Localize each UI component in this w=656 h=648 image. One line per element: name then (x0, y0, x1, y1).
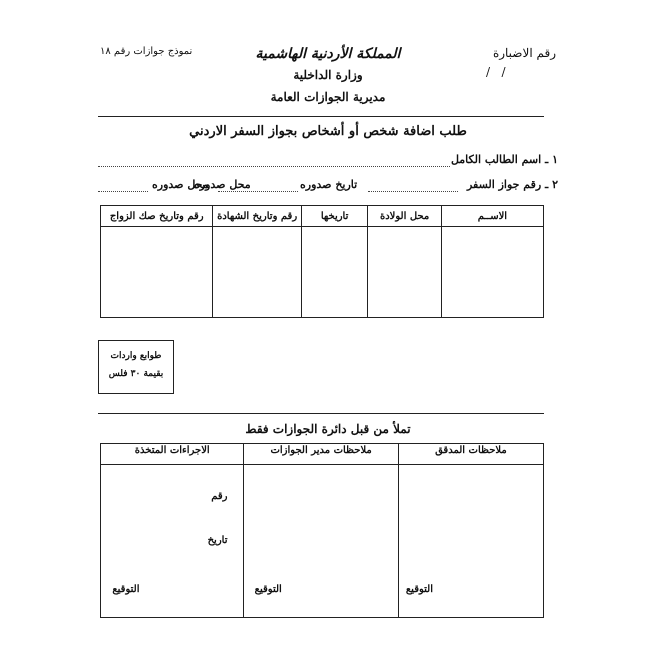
actions-date-label: تاريخ (207, 535, 228, 546)
file-date-slashes: / / (486, 65, 506, 79)
auditor-notes-cell[interactable] (398, 465, 543, 618)
col-marriage-deed: رقم وتاريخ صك الزواج (101, 206, 213, 227)
kingdom-title: المملكة الأردنية الهاشمية (255, 46, 401, 62)
col-birth-date: تاريخها (301, 206, 368, 227)
col-birth-place: محل الولادة (368, 206, 441, 227)
cell-birth-date[interactable] (301, 227, 368, 318)
col-actions-taken: الاجراءات المتخذة (101, 444, 244, 465)
office-section-title: تملأ من قبل دائرة الجوازات فقط (245, 422, 411, 436)
persons-table-row[interactable] (101, 227, 544, 318)
form-title: طلب اضافة شخص أو أشخاص بجواز السفر الاردني (189, 124, 467, 139)
persons-table (100, 205, 544, 318)
col-certificate: رقم وتاريخ الشهادة (213, 206, 301, 227)
cell-birth-place[interactable] (368, 227, 441, 318)
revenue-stamps-box (98, 340, 174, 394)
applicant-name-label: ١ ـ اسم الطالب الكامل (450, 153, 558, 166)
stamps-line-1: طوابع واردات (110, 351, 162, 361)
auditor-signature-label: التوقيع (405, 584, 433, 595)
cell-certificate[interactable] (213, 227, 301, 318)
cell-name[interactable] (441, 227, 543, 318)
file-number-label: رقم الاضبارة (492, 46, 556, 60)
issue-place-line[interactable] (98, 191, 148, 192)
director-notes-cell[interactable] (244, 465, 398, 618)
directorate-name: مديرية الجوازات العامة (270, 90, 386, 104)
col-director-notes: ملاحظات مدير الجوازات (244, 444, 398, 465)
form-number: نموذج جوازات رقم ١٨ (100, 46, 193, 57)
issue-place-label-2: محل صدوره (152, 178, 209, 191)
issue-place-label: محل صدوره (194, 178, 251, 191)
header-divider (98, 116, 544, 117)
col-name: الاســم (441, 206, 543, 227)
issue-date-line[interactable] (218, 191, 298, 192)
issue-date-label: تاريخ صدوره (300, 178, 358, 191)
cell-marriage-deed[interactable] (101, 227, 213, 318)
col-auditor-notes: ملاحظات المدقق (398, 444, 543, 465)
ministry-name: وزارة الداخلية (293, 68, 363, 82)
office-table (100, 443, 544, 618)
passport-number-label: ٢ ـ رقم جواز السفر (466, 178, 558, 191)
office-table-header (101, 444, 544, 465)
stamps-line-2: بقيمة ٣٠ فلس (108, 369, 164, 379)
persons-table-header (101, 206, 544, 227)
applicant-name-line[interactable] (98, 166, 450, 167)
actions-signature-label: التوقيع (112, 584, 140, 595)
office-table-row (101, 465, 544, 618)
passport-number-line[interactable] (368, 191, 458, 192)
director-signature-label: التوقيع (254, 584, 282, 595)
actions-number-label: رقم (211, 491, 228, 502)
section-divider (98, 413, 544, 414)
actions-taken-cell[interactable] (101, 465, 244, 618)
